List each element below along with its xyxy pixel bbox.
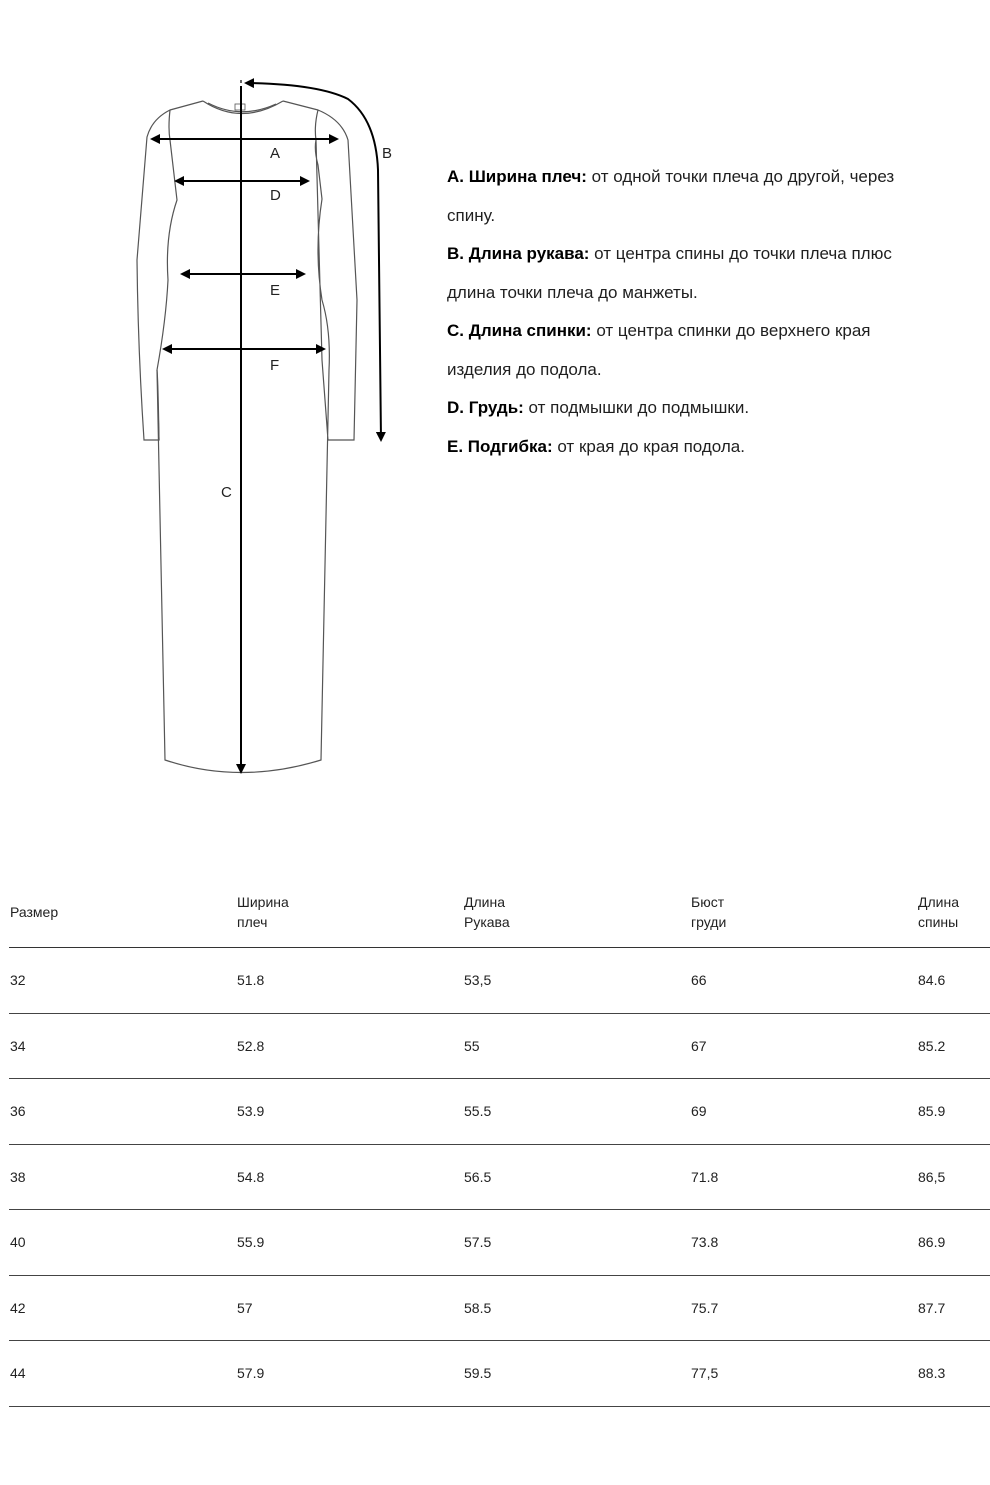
label-e: E <box>270 282 281 299</box>
legend-desc: от одной точки плеча до другой, через <box>586 167 895 186</box>
header-shoulder-width: Ширина плеч <box>236 876 463 948</box>
legend-desc-cont: спину. <box>447 205 496 225</box>
table-row: 38 54.8 56.5 71.8 86,5 <box>9 1144 990 1210</box>
legend-term: E. Подгибка: <box>447 436 553 456</box>
size-table <box>9 876 990 1407</box>
dress-measurement-diagram <box>0 0 440 800</box>
table-row: 36 53.9 55.5 69 85.9 <box>9 1079 990 1145</box>
sleeve-arrow-b <box>246 83 381 440</box>
table-row: 44 57.9 59.5 77,5 88.3 <box>9 1341 990 1407</box>
legend-desc-cont: длина точки плеча до манжеты. <box>447 282 698 302</box>
table-row: 32 51.8 53,5 66 84.6 <box>9 948 990 1014</box>
label-f: F <box>270 357 280 374</box>
measurement-legend <box>447 158 987 466</box>
table-row: 40 55.9 57.5 73.8 86.9 <box>9 1210 990 1276</box>
legend-term: A. Ширина плеч: <box>447 167 587 186</box>
legend-term: B. Длина рукава: <box>447 244 590 263</box>
legend-desc: от центра спинки до верхнего края <box>591 321 871 340</box>
legend-item-c <box>447 312 987 389</box>
legend-item-e <box>447 428 987 467</box>
legend-desc: от края до края подола. <box>552 436 745 456</box>
legend-item-a <box>447 158 987 235</box>
header-back-length: Длина спины <box>917 876 990 948</box>
legend-desc: от центра спины до точки плеча плюс <box>589 244 892 263</box>
table-row: 42 57 58.5 75.7 87.7 <box>9 1275 990 1341</box>
legend-item-b <box>447 235 987 312</box>
label-d: D <box>270 187 281 204</box>
table-header-row <box>9 876 990 948</box>
legend-term: D. Грудь: <box>447 398 524 417</box>
label-a: A <box>270 145 281 162</box>
table-row: 34 52.8 55 67 85.2 <box>9 1013 990 1079</box>
header-size: Размер <box>9 876 236 948</box>
dress-outline <box>137 101 357 773</box>
label-b: B <box>382 145 393 162</box>
header-bust: Бюст груди <box>690 876 917 948</box>
legend-item-d <box>447 389 987 428</box>
label-c: C <box>221 484 232 501</box>
header-sleeve-length: Длина Рукава <box>463 876 690 948</box>
legend-desc-cont: изделия до подола. <box>447 359 602 379</box>
legend-term: C. Длина спинки: <box>447 321 592 340</box>
legend-desc: от подмышки до подмышки. <box>523 398 750 417</box>
